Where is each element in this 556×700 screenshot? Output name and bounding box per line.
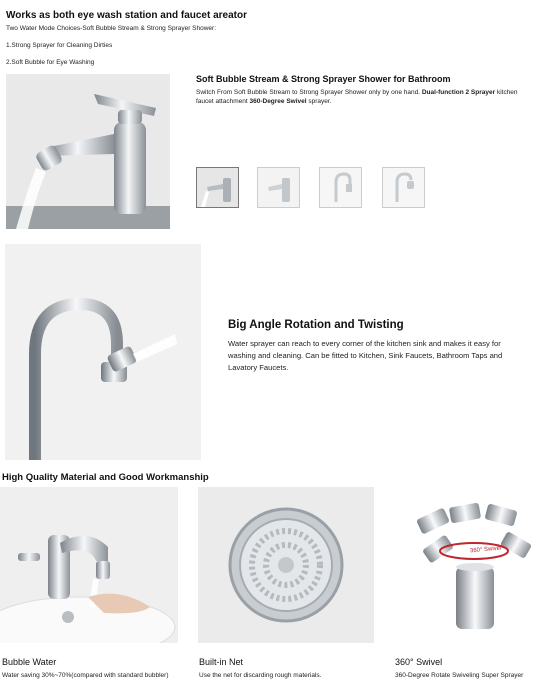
card-desc-swivel: 360-Degree Rotate Swiveling Super Sprayer — [395, 672, 524, 679]
feature-desc-part-1: Switch From Soft Bubble Stream to Strong Sprayer Shower only by one hand. — [196, 89, 422, 96]
thumbnail-2[interactable] — [257, 167, 300, 208]
card-title-swivel: 360° Swivel — [395, 657, 443, 667]
feature-title: Soft Bubble Stream & Strong Sprayer Shower for Bathroom — [196, 74, 451, 84]
card-desc-bubble-water: Water saving 30%~70%(compared with standard bubbler) — [2, 672, 169, 679]
bathroom-faucet-photo — [6, 74, 170, 229]
built-in-net-photo — [198, 487, 374, 643]
feature-description — [196, 89, 536, 107]
thumbnail-4[interactable] — [382, 167, 425, 208]
section2-title: Big Angle Rotation and Twisting — [228, 319, 404, 331]
section1-item-1: 1.Strong Sprayer for Cleaning Dirties — [6, 42, 113, 49]
bubble-water-photo — [0, 487, 178, 643]
card-desc-built-in-net: Use the net for discarding rough materials. — [199, 672, 322, 679]
kitchen-faucet-photo — [5, 244, 201, 460]
card-title-built-in-net: Built-in Net — [199, 657, 244, 667]
swivel-sprayer-photo — [394, 487, 556, 643]
section1-subtitle: Two Water Mode Choices-Soft Bubble Stream & Strong Sprayer Shower: — [6, 25, 217, 32]
feature-desc-bold-1: Dual-function 2 Sprayer — [421, 89, 496, 96]
card-title-bubble-water: Bubble Water — [2, 657, 57, 667]
thumbnail-1[interactable] — [196, 167, 239, 208]
section3-title: High Quality Material and Good Workmanship — [2, 472, 209, 483]
feature-desc-part-2: kitchen faucet attachment — [196, 89, 518, 105]
feature-desc-part-3: sprayer. — [306, 97, 332, 105]
feature-desc-bold-2: 360-Degree Swivel — [249, 97, 307, 105]
section2-description: Water sprayer can reach to every corner of the kitchen sink and makes it easy for washing and cleaning. Can be fitted to Kitchen, Sink Faucets, Bathroom Taps and Lavatory Faucets. — [228, 339, 503, 373]
section1-item-2: 2.Soft Bubble for Eye Washing — [6, 59, 95, 66]
thumbnail-3[interactable] — [319, 167, 362, 208]
section1-title: Works as both eye wash station and faucet areator — [6, 10, 247, 21]
swivel-badge: 360° Swivel — [469, 545, 502, 555]
